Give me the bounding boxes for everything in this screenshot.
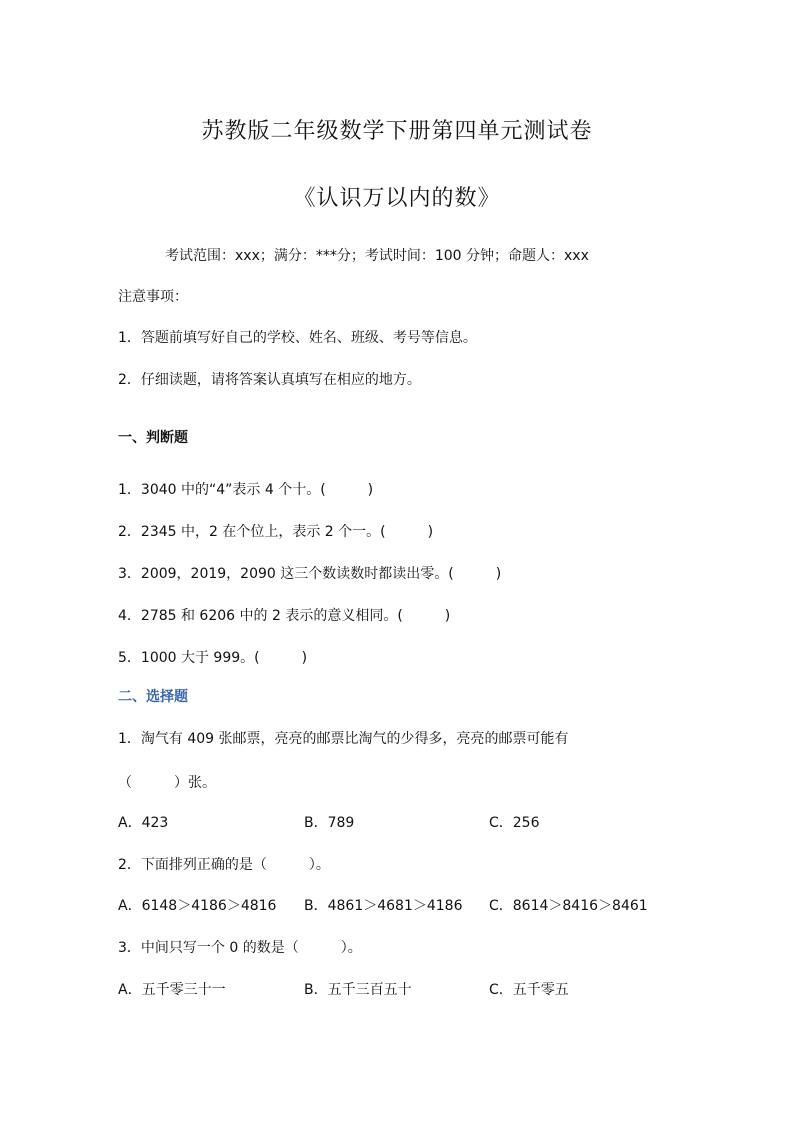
choice-question-stem: 2．下面排列正确的是（ ）。 — [118, 857, 330, 873]
note-item: 2．仔细读题，请将答案认真填写在相应的地方。 — [118, 372, 421, 388]
choice-question-stem: 1．淘气有 409 张邮票，亮亮的邮票比淘气的少得多，亮亮的邮票可能有 — [118, 731, 569, 747]
section-heading-judgment: 一、判断题 — [118, 430, 188, 446]
choice-option-b: B．4861＞4681＞4186 — [304, 898, 463, 914]
judgment-question: 3．2009，2019，2090 这三个数读数时都读出零。( ) — [118, 566, 502, 582]
section-heading-choice: 二、选择题 — [118, 689, 188, 705]
judgment-question: 4．2785 和 6206 中的 2 表示的意义相同。( ) — [118, 608, 451, 624]
note-item: 1．答题前填写好自己的学校、姓名、班级、考号等信息。 — [118, 330, 477, 346]
judgment-question: 1．3040 中的“4”表示 4 个十。( ) — [118, 482, 374, 498]
choice-option-a: A．423 — [118, 815, 169, 831]
choice-question-stem: 3．中间只写一个 0 的数是（ ）。 — [118, 940, 362, 956]
notes-heading: 注意事项： — [118, 289, 188, 305]
choice-option-c: C．256 — [489, 815, 540, 831]
exam-info: 考试范围：xxx；满分：***分；考试时间：100 分钟；命题人：xxx — [165, 248, 589, 264]
choice-question-stem: （ ）张。 — [118, 775, 216, 791]
judgment-question: 5．1000 大于 999。( ) — [118, 650, 308, 666]
choice-option-c: C．五千零五 — [489, 982, 569, 998]
choice-option-b: B．五千三百五十 — [304, 982, 412, 998]
choice-option-a: A．五千零三十一 — [118, 982, 226, 998]
choice-option-a: A．6148＞4186＞4816 — [118, 898, 277, 914]
judgment-question: 2．2345 中，2 在个位上，表示 2 个一。( ) — [118, 524, 434, 540]
page-title: 苏教版二年级数学下册第四单元测试卷 — [201, 119, 593, 144]
choice-option-c: C．8614＞8416＞8461 — [489, 898, 648, 914]
page-subtitle: 《认识万以内的数》 — [293, 186, 501, 211]
choice-option-b: B．789 — [304, 815, 355, 831]
